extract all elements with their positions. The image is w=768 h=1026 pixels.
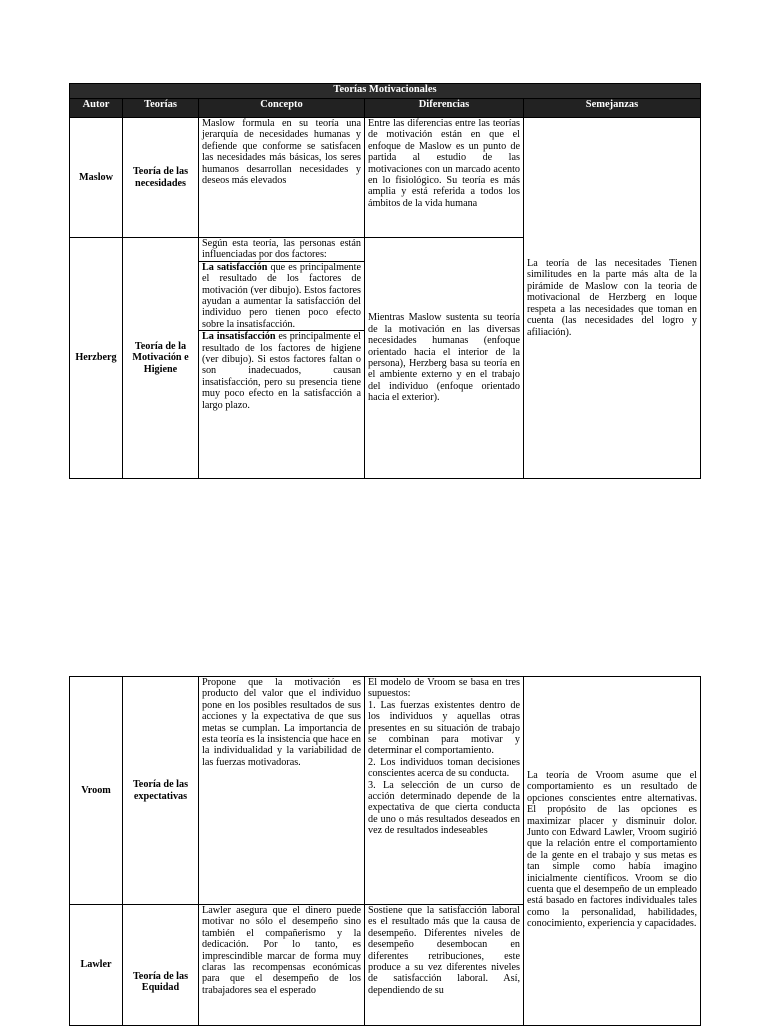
table-title: Teorías Motivacionales <box>70 84 701 99</box>
concept-herzberg-intro: Según esta teoría, las personas están influenciadas por dos factores: <box>202 238 361 261</box>
header-teorias: Teorías <box>123 99 199 118</box>
dissatisfaction-text: es principalmente el resultado de los factores de higiene (ver dibujo). Si estos factores faltan o son inadecuados, causan insatisfacción, pero su presencia tiene muy poco efecto en la satisfacción a largo plazo. <box>202 331 361 411</box>
author-lawler: Lawler <box>70 905 123 1026</box>
concept-herzberg <box>199 238 365 479</box>
vroom-diff-item-2: 2. Los individuos toman decisiones conscientes acerca de su conducta. <box>368 756 520 780</box>
motivational-theories-table <box>69 83 701 479</box>
differences-lawler: Sostiene que la satisfacción laboral es el resultado más que la causa de desempeño. Diferentes niveles de desempeño desembocan en diferentes retribuciones, este produce a su vez diferentes niveles de satisfacción laboral. Así, dependiendo de su <box>365 905 524 1026</box>
theory-herzberg: Teoría de la Motivación e Higiene <box>123 238 199 479</box>
dissatisfaction-label: La insatisfacción <box>202 331 276 343</box>
theory-vroom: Teoría de las expectativas <box>123 677 199 905</box>
differences-vroom <box>365 677 524 905</box>
table-row-vroom <box>70 677 701 905</box>
author-maslow: Maslow <box>70 118 123 238</box>
theory-lawler: Teoría de las Equidad <box>123 905 199 1026</box>
header-concepto: Concepto <box>199 99 365 118</box>
satisfaction-label: La satisfacción <box>202 261 268 273</box>
differences-herzberg: Mientras Maslow sustenta su teoría de la motivación en las diversas necesidades humanas (enfoque orientado hacia el interior de la persona), Herzberg basa su teoría en el ambiente externo y en el trabajo del individuo (enfoque orientado hacia el exterior). <box>365 238 524 479</box>
header-diferencias: Diferencias <box>365 99 524 118</box>
concept-maslow: Maslow formula en su teoría una jerarquía de necesidades humanas y defiende que conforme se satisfacen las necesidades más básicas, los seres humanos desarrollan necesidades y deseos más elevados <box>199 118 365 238</box>
motivational-theories-table-continued <box>69 676 701 1026</box>
theory-maslow: Teoría de las necesidades <box>123 118 199 238</box>
concept-herzberg-satisfaction <box>199 261 364 330</box>
concept-lawler: Lawler asegura que el dinero puede motivar no sólo el desempeño sino también el compañerismo y la dedicación. Por lo tanto, es imprescindible marcar de forma muy claras las recompensas económicas para que el desempeño de los trabajadores sea el esperado <box>199 905 365 1026</box>
author-herzberg: Herzberg <box>70 238 123 479</box>
table-row-maslow <box>70 118 701 238</box>
satisfaction-text: que es principalmente el resultado de los factores de motivación (ver dibujo). Estos factores ayudan a aumentar la satisfacción del individuo pero tienen poco efecto sobre la insatisfacción. <box>202 261 361 330</box>
vroom-diff-item-3: 3. La selección de un curso de acción determinado depende de la expectativa de que cierta conducta de uno o más resultados deseados en vez de resultados indeseables <box>368 779 520 837</box>
similarities-vroom-text: La teoría de Vroom asume que el comportamiento es un resultado de opciones conscientes entre alternativas. El propósito de las opciones es maximizar placer y disminuir dolor. Junto con Edward Lawler, Vroom sugirió que la relación entre el comportamiento de la gente en el trabajo y sus metas es tan simple como había imagino inicialmente científicos. Vroom se dio cuenta que el desempeño de un empleado está basado en factores individuales tales como la personalidad, habilidades, conocimiento, experiencia y capacidades. <box>527 770 697 930</box>
vroom-diff-intro: El modelo de Vroom se basa en tres supuestos: <box>368 677 520 700</box>
header-semejanzas: Semejanzas <box>524 99 701 118</box>
similarities-vroom-lawler <box>524 677 701 1026</box>
header-autor: Autor <box>70 99 123 118</box>
concept-herzberg-dissatisfaction <box>199 330 364 411</box>
differences-maslow: Entre las diferencias entre las teorías de motivación están en que el enfoque de Maslow es un punto de partida al estudio de las motivaciones con un marcado acento en lo fisiológico. Su teoría es más amplia y está referida a todos los ámbitos de la vida humana <box>365 118 524 238</box>
similarities-maslow-herzberg: La teoría de las necesitades Tienen similitudes en la parte más alta de la pirámide de Maslow con la teoria de motivacional de Herzberg en loque respeta a las necesidades que toman en cuenta (las necesidades del logro y afiliación). <box>524 118 701 479</box>
concept-vroom: Propone que la motivación es producto del valor que el individuo pone en los posibles resultados de sus acciones y la expectativa de que sus metas se cumplan. La importancia de esta teoría es la insistencia que hace en la individualidad y la variabilidad de las fuerzas motivadoras. <box>199 677 365 905</box>
author-vroom: Vroom <box>70 677 123 905</box>
vroom-diff-item-1: 1. Las fuerzas existentes dentro de los individuos y aquellas otras presentes en su situación de trabajo se combinan para motivar y determinar el comportamiento. <box>368 699 520 757</box>
